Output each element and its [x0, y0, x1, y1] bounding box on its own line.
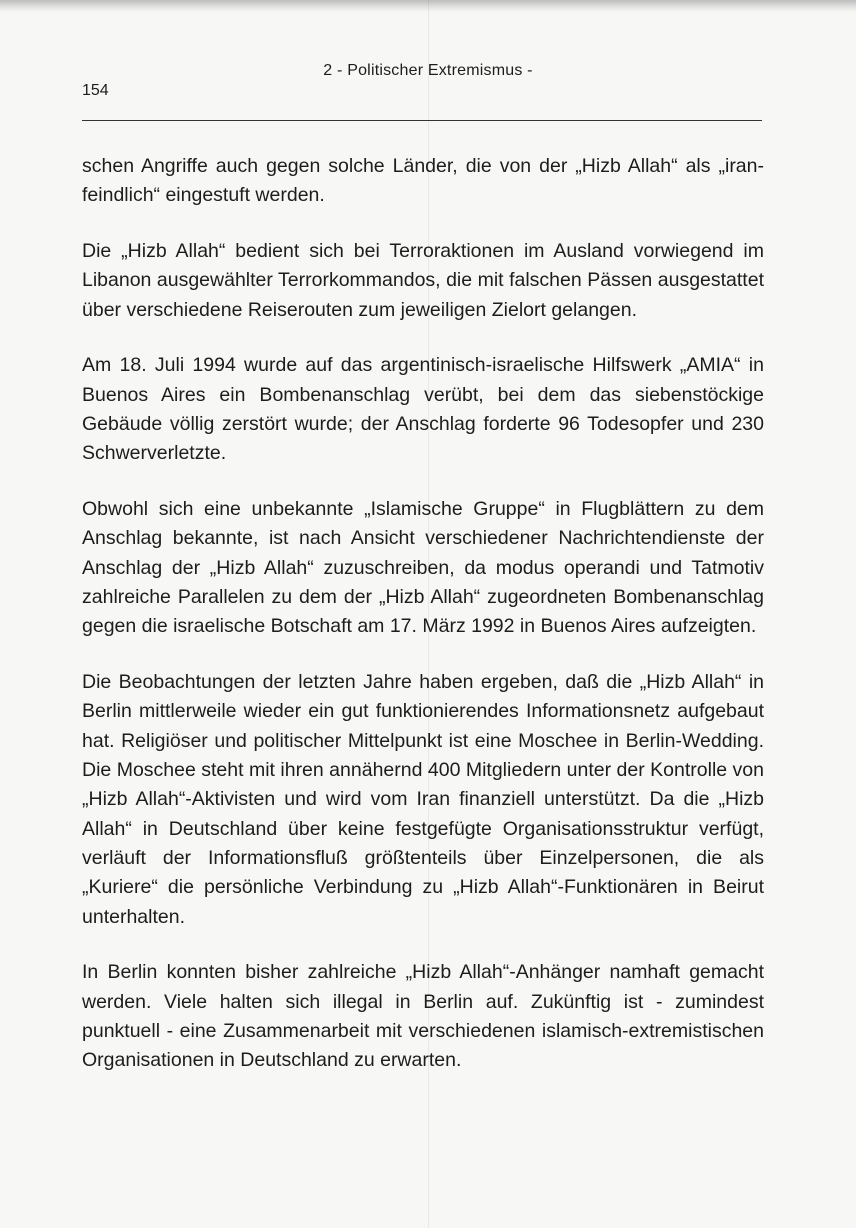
paragraph-1: schen Angriffe auch gegen solche Länder, die von der „Hizb Allah“ als „iran-feindlich“ eingestuft werden.: [82, 155, 764, 207]
body-text: [82, 152, 764, 1102]
paragraph-4: Obwohl sich eine unbekannte „Islamische Gruppe“ in Flugblättern zu dem Anschlag bekannte, ist nach Ansicht verschiedener Nachrichtendienste der Anschlag der „Hizb Allah“ zuzuschreiben, da modus operandi und Tatmotiv zahlreiche Parallelen zu dem der „Hizb Allah“ zugeordneten Bombenanschlag gegen die israelische Botschaft am 17. März 1992 in Buenos Aires aufzeigten.: [82, 498, 764, 638]
paragraph-6: In Berlin konnten bisher zahlreiche „Hizb Allah“-Anhänger namhaft gemacht werden. Viele halten sich illegal in Berlin auf. Zukünftig ist - zumindest punktuell - eine Zusammenarbeit mit verschiedenen islamisch-extremistischen Organisationen in Deutschland zu erwarten.: [82, 961, 764, 1072]
paragraph-2: Die „Hizb Allah“ bedient sich bei Terroraktionen im Ausland vorwiegend im Libanon ausgewählter Terrorkommandos, die mit falschen Pässen ausgestattet über verschiedene Reiserouten zum jeweiligen Zielort gelangen.: [82, 240, 764, 321]
paragraph-3: Am 18. Juli 1994 wurde auf das argentinisch-israelische Hilfswerk „AMIA“ in Buenos Aires ein Bombenanschlag verübt, bei dem das siebenstöckige Gebäude völlig zerstört wurde; der Anschlag forderte 96 Todesopfer und 230 Schwerverletzte.: [82, 354, 764, 465]
page-number: 154: [82, 82, 109, 99]
running-header-title: 2 - Politischer Extremismus -: [323, 62, 533, 79]
header-rule: [82, 120, 762, 121]
paragraph-5: Die Beobachtungen der letzten Jahre haben ergeben, daß die „Hizb Allah“ in Berlin mittlerweile wieder ein gut funktionierendes Informationsnetz aufgebaut hat. Religiöser und politischer Mittelpunkt ist eine Moschee in Berlin-Wedding. Die Moschee steht mit ihren annähernd 400 Mitgliedern unter der Kontrolle von „Hizb Allah“-Aktivisten und wird vom Iran finanziell unterstützt. Da die „Hizb Allah“ in Deutschland über keine festgefügte Organisationsstruktur verfügt, verläuft der Informationsfluß größtenteils über Einzelpersonen, die als „Kuriere“ die persönliche Verbindung zu „Hizb Allah“-Funktionären in Beirut unterhalten.: [82, 671, 764, 928]
